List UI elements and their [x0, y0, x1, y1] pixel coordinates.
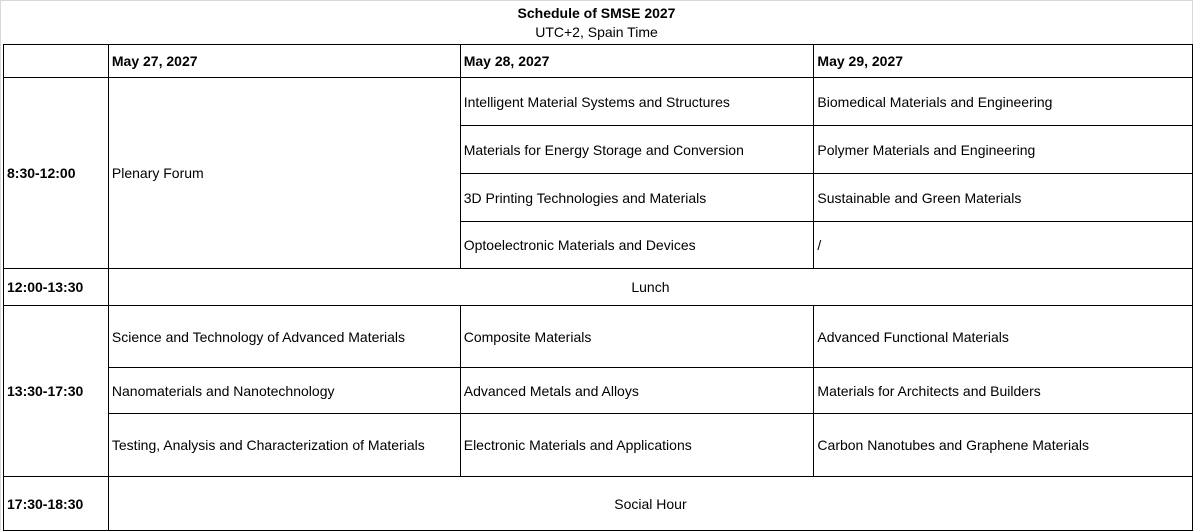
- session-cell: Biomedical Materials and Engineering: [814, 78, 1193, 126]
- session-cell: Testing, Analysis and Characterization of Materials: [108, 414, 460, 477]
- session-cell: 3D Printing Technologies and Materials: [460, 174, 814, 222]
- schedule-table: [3, 44, 1193, 531]
- session-cell: Carbon Nanotubes and Graphene Materials: [814, 414, 1193, 477]
- session-cell: /: [814, 222, 1193, 269]
- session-cell: Optoelectronic Materials and Devices: [460, 222, 814, 269]
- corner-cell: [4, 45, 109, 78]
- session-cell: Plenary Forum: [108, 78, 460, 269]
- session-cell: Electronic Materials and Applications: [460, 414, 814, 477]
- session-cell: Science and Technology of Advanced Materials: [108, 306, 460, 368]
- session-cell: Advanced Metals and Alloys: [460, 368, 814, 414]
- time-cell: 12:00-13:30: [4, 269, 109, 306]
- session-cell: Advanced Functional Materials: [814, 306, 1193, 368]
- day-header: May 29, 2027: [814, 45, 1193, 78]
- day-header: May 27, 2027: [108, 45, 460, 78]
- schedule-subtitle: UTC+2, Spain Time: [535, 24, 658, 40]
- social-cell: Social Hour: [108, 477, 1192, 531]
- day-header: May 28, 2027: [460, 45, 814, 78]
- lunch-row: [4, 269, 1193, 306]
- header-row: [4, 45, 1193, 78]
- table-row: [4, 414, 1193, 477]
- session-cell: Materials for Energy Storage and Conversion: [460, 126, 814, 174]
- time-cell: 8:30-12:00: [4, 78, 109, 269]
- time-cell: 13:30-17:30: [4, 306, 109, 477]
- social-row: [4, 477, 1193, 531]
- time-cell: 17:30-18:30: [4, 477, 109, 531]
- schedule-title: Schedule of SMSE 2027: [517, 5, 676, 21]
- table-row: [4, 368, 1193, 414]
- session-cell: Nanomaterials and Nanotechnology: [108, 368, 460, 414]
- session-cell: Polymer Materials and Engineering: [814, 126, 1193, 174]
- session-cell: Sustainable and Green Materials: [814, 174, 1193, 222]
- table-row: [4, 78, 1193, 126]
- session-cell: Intelligent Material Systems and Structures: [460, 78, 814, 126]
- session-cell: Composite Materials: [460, 306, 814, 368]
- table-row: [4, 306, 1193, 368]
- lunch-cell: Lunch: [108, 269, 1192, 306]
- session-cell: Materials for Architects and Builders: [814, 368, 1193, 414]
